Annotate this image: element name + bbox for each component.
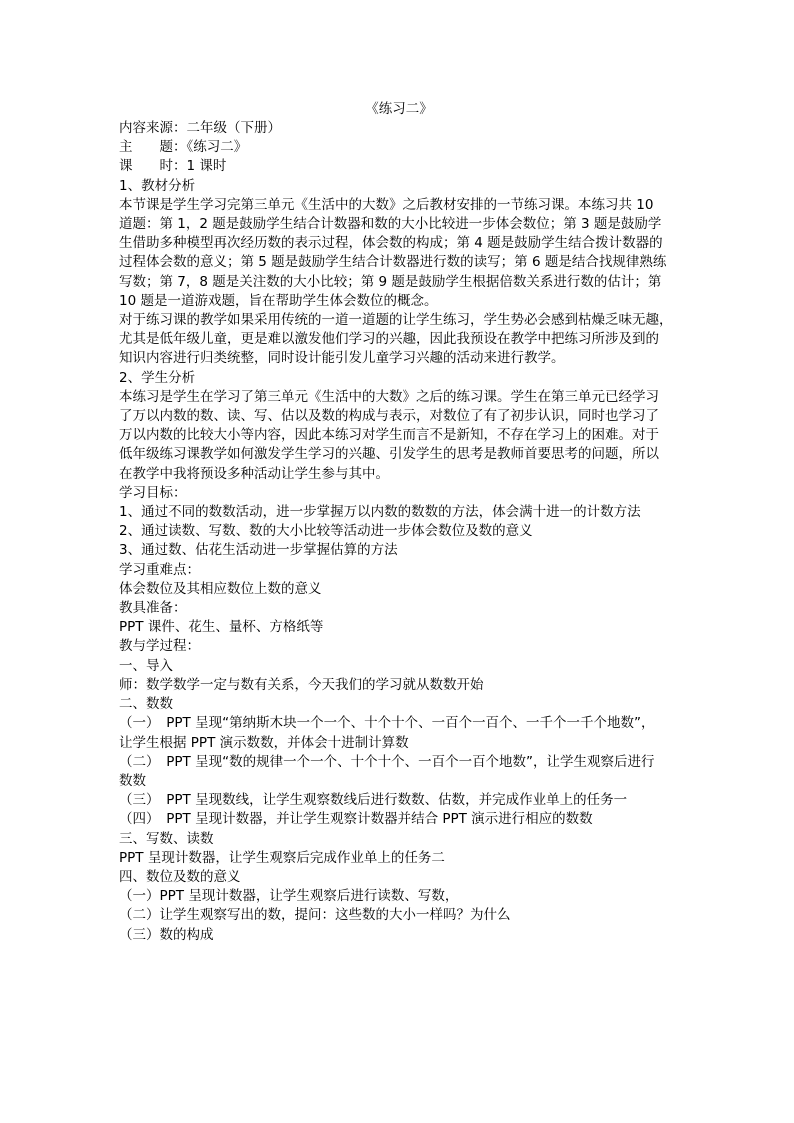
text-line: 学习目标： xyxy=(119,484,187,501)
text-line: 课 时：1 课时 xyxy=(119,158,227,175)
text-line: （二） PPT 呈现“数的规律一个一个、十个十个、一百个一百个地数”，让学生观察后进行 xyxy=(119,753,655,770)
text-line: 3、通过数、估花生活动进一步掌握估算的方法 xyxy=(119,542,398,559)
text-line: 了万以内数的数、读、写、估以及数的构成与表示，对数位了有了初步认识，同时也学习了 xyxy=(119,408,659,425)
text-line: 教具准备： xyxy=(119,600,187,617)
text-line: （三） PPT 呈现数线，让学生观察数线后进行数数、估数，并完成作业单上的任务一 xyxy=(119,792,628,809)
text-line: 道题：第 1，2 题是鼓励学生结合计数器和数的大小比较进一步体会数位；第 3 题是鼓励学 xyxy=(119,216,662,233)
document-body xyxy=(119,119,679,945)
text-line: （三）数的构成 xyxy=(119,926,214,943)
text-line: 体会数位及其相应数位上数的意义 xyxy=(119,580,322,597)
text-line: 过程体会数的意义；第 5 题是鼓励学生结合计数器进行数的读写；第 6 题是结合找规律熟练 xyxy=(119,254,667,271)
text-line: （二）让学生观察写出的数，提问：这些数的大小一样吗？为什么 xyxy=(119,907,511,924)
text-line: 生借助多种模型再次经历数的表示过程，体会数的构成；第 4 题是鼓励学生结合拨计数器的 xyxy=(119,235,663,252)
text-line: 在教学中我将预设多种活动让学生参与其中。 xyxy=(119,465,389,482)
text-line: 教与学过程： xyxy=(119,638,200,655)
text-line: 2、通过读数、写数、数的大小比较等活动进一步体会数位及数的意义 xyxy=(119,523,533,540)
text-line: 本练习是学生在学习了第三单元《生活中的大数》之后的练习课。学生在第三单元已经学习 xyxy=(119,388,659,405)
text-line: 一、导入 xyxy=(119,657,173,674)
text-line: 数数 xyxy=(119,772,146,789)
text-line: 师：数学数学一定与数有关系，今天我们的学习就从数数开始 xyxy=(119,676,484,693)
text-line: 2、学生分析 xyxy=(119,369,196,386)
text-line: 知识内容进行归类统整，同时设计能引发儿童学习兴趣的活动来进行教学。 xyxy=(119,350,565,367)
text-line: PPT 呈现计数器，让学生观察后完成作业单上的任务二 xyxy=(119,849,445,866)
text-line: 内容来源：二年级（下册） xyxy=(119,120,281,136)
document-page xyxy=(119,100,679,945)
text-line: （一） PPT 呈现“第纳斯木块一个一个、十个十个、一百个一百个、一千个一千个地数”， xyxy=(119,715,655,732)
text-line: 主 题：《练习二》 xyxy=(119,139,248,156)
text-line: PPT 课件、花生、量杯、方格纸等 xyxy=(119,619,324,636)
text-line: 学习重难点： xyxy=(119,561,200,578)
text-line: 三、写数、读数 xyxy=(119,830,214,847)
text-line: （一）PPT 呈现计数器，让学生观察后进行读数、写数， xyxy=(119,888,459,905)
text-line: 万以内数的比较大小等内容，因此本练习对学生而言不是新知，不存在学习上的困难。对于 xyxy=(119,427,659,444)
text-line: 本节课是学生学习完第三单元《生活中的大数》之后教材安排的一节练习课。本练习共 10 xyxy=(119,196,654,213)
text-line: 1、教材分析 xyxy=(119,177,196,194)
text-line: 四、数位及数的意义 xyxy=(119,868,241,885)
text-line: 低年级练习课教学如何激发学生学习的兴趣、引发学生的思考是教师首要思考的问题，所以 xyxy=(119,446,659,463)
document-title: 《练习二》 xyxy=(365,101,433,117)
text-line: 1、通过不同的数数活动，进一步掌握万以内数的数数的方法，体会满十进一的计数方法 xyxy=(119,504,641,521)
text-line: 10 题是一道游戏题，旨在帮助学生体会数位的概念。 xyxy=(119,292,438,309)
text-line: （四） PPT 呈现计数器，并让学生观察计数器并结合 PPT 演示进行相应的数数 xyxy=(119,811,593,828)
text-line: 二、数数 xyxy=(119,696,173,713)
text-line: 尤其是低年级儿童，更是难以激发他们学习的兴趣，因此我预设在教学中把练习所涉及到的 xyxy=(119,331,659,348)
text-line: 写数；第 7，8 题是关注数的大小比较；第 9 题是鼓励学生根据倍数关系进行数的估计；第 xyxy=(119,273,662,290)
text-line: 让学生根据 PPT 演示数数，并体会十进制计算数 xyxy=(119,734,409,751)
text-line: 对于练习课的教学如果采用传统的一道一道题的让学生练习，学生势必会感到枯燥乏味无趣， xyxy=(119,312,673,329)
